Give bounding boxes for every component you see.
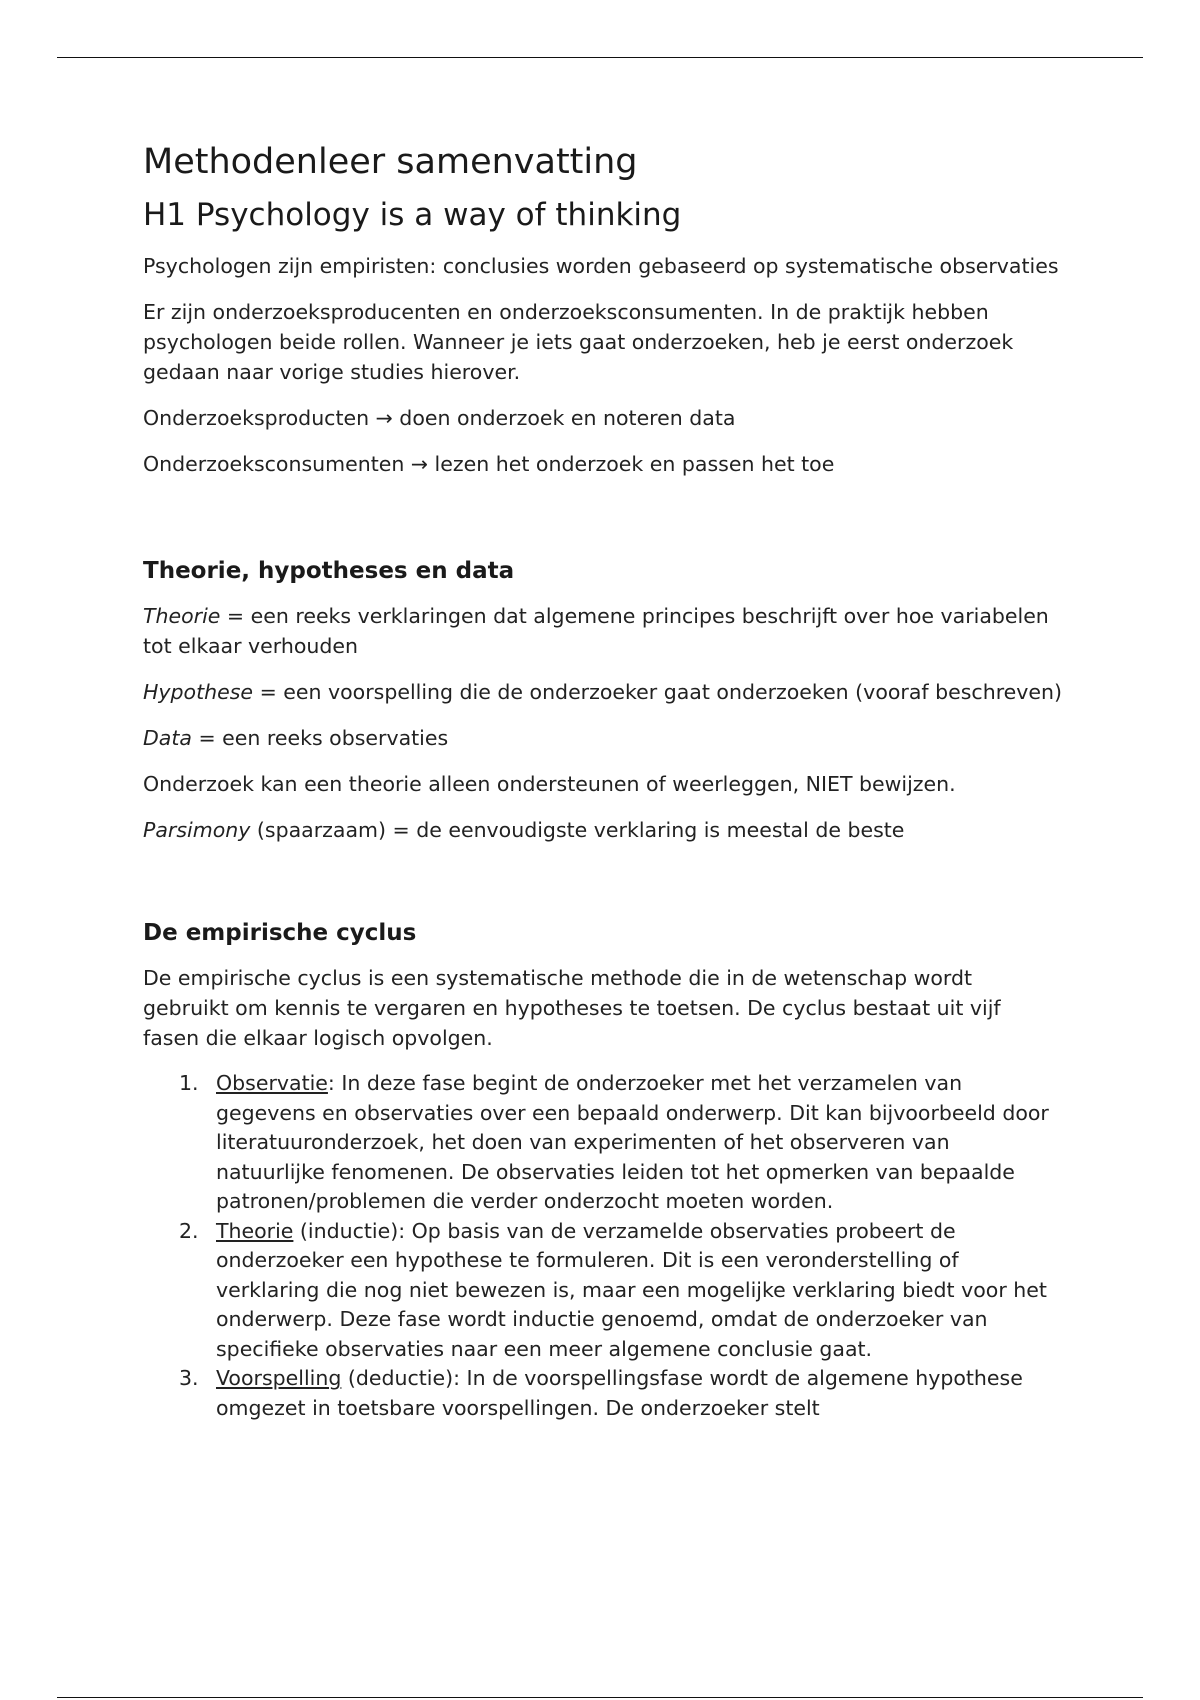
step-text: : In deze fase begint de onderzoeker met het verzamelen van gegevens en observaties over een bepaald onderwerp. Dit kan bijvoorbeeld door literatuuronderzoek, het doen van experimenten of het observeren van natuurlijke fenomenen. De observaties leiden tot het opmerken van bepaalde patronen/problemen die verder onderzocht moeten worden. — [216, 1071, 1049, 1213]
definition-hypothese-text: = een voorspelling die de onderzoeker gaat onderzoeken (vooraf beschreven) — [253, 680, 1063, 704]
page-top-rule — [57, 57, 1143, 58]
definition-hypothese — [143, 677, 1063, 707]
section-heading-theorie: Theorie, hypotheses en data — [143, 558, 515, 584]
step-text: (deductie): In de voorspellingsfase wordt de algemene hypothese omgezet in toetsbare voorspellingen. De onderzoeker stelt — [216, 1366, 1023, 1420]
page-bottom-rule — [57, 1697, 1143, 1698]
list-item — [143, 1069, 1063, 1217]
definition-data-text: = een reeks observaties — [191, 726, 449, 750]
intro-paragraph-4: Onderzoeksconsumenten → lezen het onderzoek en passen het toe — [143, 452, 835, 476]
step-term-theorie: Theorie — [216, 1218, 294, 1243]
term-theorie: Theorie — [143, 604, 221, 628]
list-item-number: 2. — [179, 1218, 199, 1243]
definition-parsimony-text: (spaarzaam) = de eenvoudigste verklaring is meestal de beste — [250, 818, 905, 842]
definition-theorie-text: = een reeks verklaringen dat algemene principes beschrijft over hoe variabelen tot elkaar verhouden — [143, 604, 1049, 658]
intro-paragraph-3: Onderzoeksproducten → doen onderzoek en noteren data — [143, 406, 736, 430]
intro-paragraph-2: Er zijn onderzoeksproducenten en onderzoeksconsumenten. In de praktijk hebben psychologen beide rollen. Wanneer je iets gaat onderzoeken, heb je eerst onderzoek gedaan naar vorige studies hierover. — [143, 300, 1014, 384]
list-item — [143, 1364, 1063, 1423]
list-item-number: 1. — [179, 1071, 199, 1095]
onderzoek-statement: Onderzoek kan een theorie alleen ondersteunen of weerleggen, NIET bewijzen. — [143, 772, 956, 796]
step-text: (inductie): Op basis van de verzamelde observaties probeert de onderzoeker een hypothese te formuleren. Dit is een veronderstelling of verklaring die nog niet bewezen is, maar een mogelijke verklaring biedt voor het onderwerp. Deze fase wordt inductie genoemd, omdat de onderzoeker van specifieke observaties naar een meer algemene conclusie gaat. — [216, 1218, 1047, 1361]
section-heading-empirische-cyclus: De empirische cyclus — [143, 920, 417, 946]
step-term-voorspelling: Voorspelling — [216, 1366, 342, 1390]
step-term-observatie: Observatie — [216, 1071, 328, 1095]
term-data: Data — [143, 726, 192, 750]
list-item — [143, 1217, 1063, 1365]
intro-paragraph-1: Psychologen zijn empiristen: conclusies worden gebaseerd op systematische observaties — [143, 254, 1059, 278]
cyclus-intro: De empirische cyclus is een systematische methode die in de wetenschap wordt gebruikt om kennis te vergaren en hypotheses te toetsen. De cyclus bestaat uit vijf fasen die elkaar logisch opvolgen. — [143, 966, 1001, 1050]
document-title: Methodenleer samenvatting — [143, 142, 638, 182]
definition-data — [143, 723, 1063, 753]
definition-theorie — [143, 601, 1063, 661]
document-page — [143, 138, 1063, 1423]
list-item-number: 3. — [179, 1366, 199, 1390]
term-parsimony: Parsimony — [143, 818, 251, 842]
definition-parsimony — [143, 815, 1063, 845]
term-hypothese: Hypothese — [143, 680, 254, 704]
chapter-heading: H1 Psychology is a way of thinking — [143, 197, 682, 233]
cyclus-steps-list — [143, 1069, 1063, 1423]
